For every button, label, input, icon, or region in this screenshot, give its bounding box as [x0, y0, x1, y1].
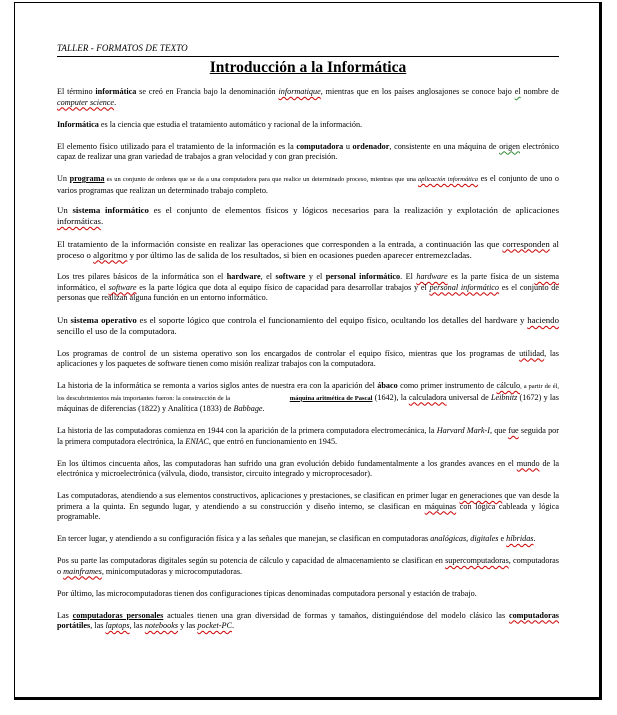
paragraph-6: El tratamiento de la información consiste en realizar las operaciones que corresponden a la entrada, a continuación las que corresponden al proceso o algoritmo y por último las de salida de los resultados, si bien en ocasiones pueden aparecer entremezcladas. — [57, 238, 559, 260]
page-header: TALLER - FORMATOS DE TEXTO — [57, 43, 188, 53]
paragraph-16: Por último, las microcomputadoras tienen dos configuraciones típicas denominadas computadora personal y estación de trabajo. — [57, 588, 477, 598]
paragraph-11: La historia de las computadoras comienza en 1944 con la aparición de la primera computadora electromecánica, la Harvard Mark-I, que fue seguida por la primera computadora electrónica, la ENIAC, que entró en funcionamiento en 1945. — [57, 426, 559, 446]
paragraph-3: El elemento físico utilizado para el tratamiento de la información es la computadora u ordenador, consistente en una máquina de origen electrónico capaz de realizar una gran variedad de trabajos a gran velocidad y con gran precisión. — [57, 141, 559, 161]
paragraph-4: Un programa es un conjunto de ordenes que se da a una computadora para que realice un determinado proceso, mientras que una aplicación informática es el conjunto de uno o varios programas que realizan un determinado trabajo completo. — [57, 174, 560, 195]
paragraph-2: Informática es la ciencia que estudia el tratamiento automático y racional de la información. — [57, 119, 363, 129]
paragraph-14: En tercer lugar, y atendiendo a su configuración física y a las señales que manejan, se clasifican en computadoras analógicas, digitales e híbridas. — [57, 534, 536, 543]
header-rule — [57, 56, 559, 57]
paragraph-12: En los últimos cincuenta años, las computadoras han sufrido una gran evolución debido fundamentalmente a los grandes avances en el mundo de la electrónica y microelectrónica (válvula, diodo, transistor, circuito integrado y microprocesador). — [57, 458, 559, 478]
document-title: Introducción a la Informática — [209, 59, 407, 76]
document-page — [14, 2, 602, 700]
paragraph-5: Un sistema informático es el conjunto de elementos físicos y lógicos necesarios para la realización y explotación de aplicaciones informáticas. — [57, 205, 559, 226]
document-body — [57, 43, 559, 643]
paragraph-8: Un sistema operativo es el soporte lógico que controla el funcionamiento del equipo físico, ocultando los detalles del hardware y haciendo sencillo el uso de la computadora. — [57, 315, 559, 336]
paragraph-15: Pos su parte las computadoras digitales según su potencia de cálculo y capacidad de almacenamiento se clasifican en supercomputadoras, computadoras o mainframes, minicomputadoras y microcomputadoras. — [57, 556, 559, 576]
paragraph-10: La historia de la informática se remonta a varios siglos antes de nuestra era con la aparición del ábaco como primer instrumento de cálculo, a partir de él, los descubrimientos más importantes fueron: la construcción de la máquina aritmética de Pascal (1642), la calculadora universal de Leibnitz (1672) y las máquinas de diferencias (1822) y Analítica (1833) de Babbage. — [57, 381, 560, 413]
paragraph-7: Los tres pilares básicos de la informática son el hardware, el software y el personal informático. El hardware es la parte física de un sistema informático, el software es la parte lógica que dota al equipo físico de capacidad para desarrollar trabajos y el personal informático es el conjunto de personas que realizan alguna función en un entorno informático. — [57, 272, 559, 302]
paragraph-1: El término informática se creó en Francia bajo la denominación informatique, mientras que en los países anglosajones se conoce bajo el nombre de computer science. — [57, 87, 559, 107]
paragraph-17: Las computadoras personales actuales tienen una gran diversidad de formas y tamaños, distinguiéndose del modelo clásico las computadoras portátiles, las laptops, las notebooks y las pocket-PC. — [57, 610, 559, 630]
paragraph-9: Los programas de control de un sistema operativo son los encargados de controlar el equipo físico, mientras que los programas de utilidad, las aplicaciones y los paquetes de software tienen como misión realizar trabajos con la computadora. — [57, 348, 559, 368]
paragraph-13: Las computadoras, atendiendo a sus elementos constructivos, aplicaciones y prestaciones, se clasifican en primer lugar en generaciones que van desde la primera a la quinta. En segundo lugar, y atendiendo a su construcción y diseño interno, se clasifican en máquinas con lógica cableada y lógica programable. — [57, 491, 559, 521]
